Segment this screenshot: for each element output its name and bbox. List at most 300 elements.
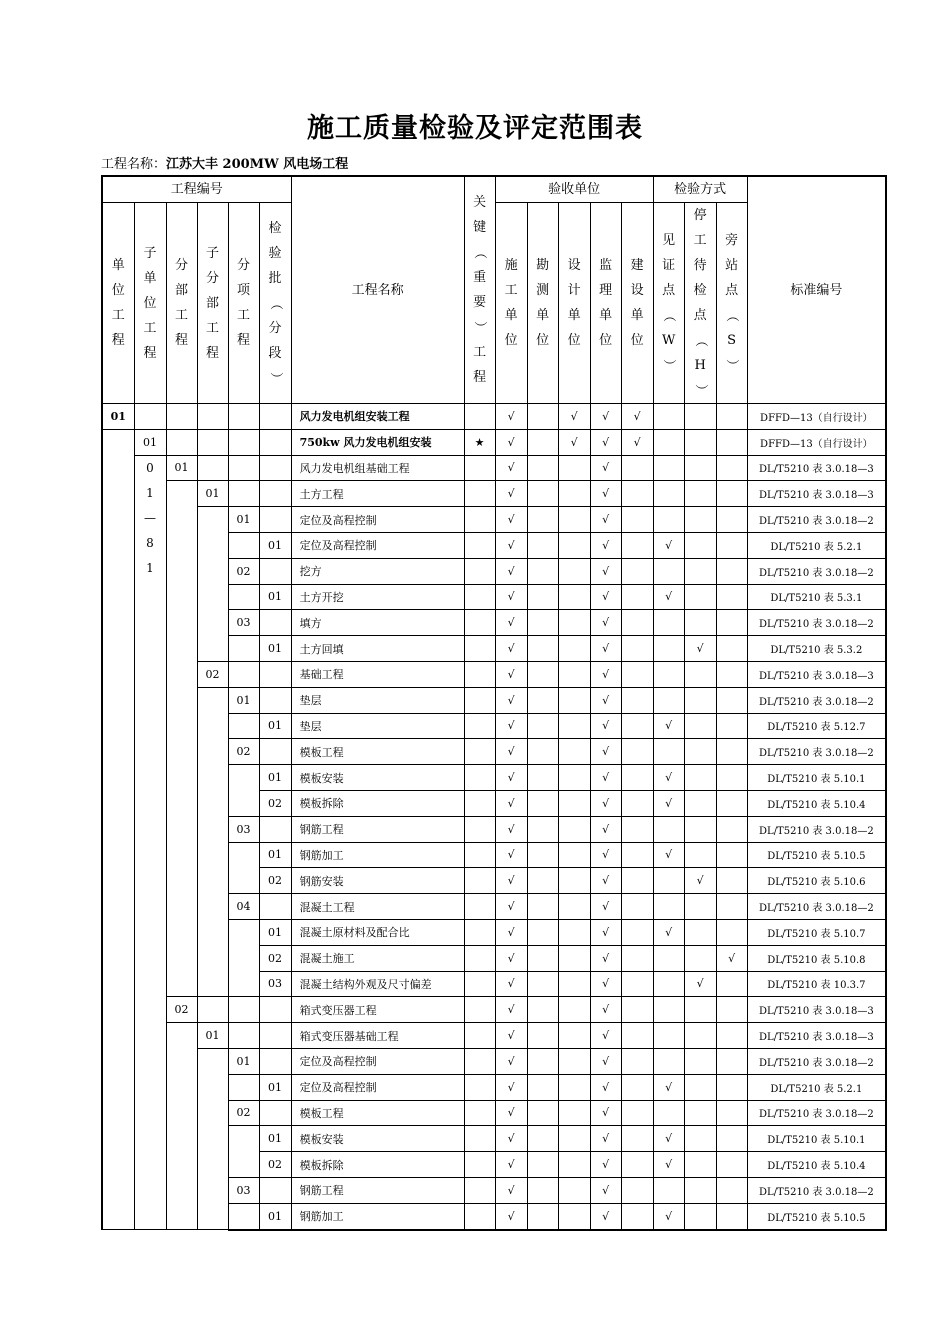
cell-side <box>716 1152 747 1178</box>
cell-construct: √ <box>495 661 527 687</box>
cell-survey <box>527 971 558 997</box>
table-row <box>102 661 886 687</box>
cell-name: 钢筋加工 <box>291 1203 464 1229</box>
header-hold <box>684 203 716 404</box>
cell-design <box>558 1203 590 1229</box>
cell-std: DL/T5210 表 5.2.1 <box>747 1074 886 1100</box>
vertical-char <box>725 353 739 378</box>
cell-survey <box>527 532 558 558</box>
cell-construct: √ <box>495 971 527 997</box>
cell-batch: 01 <box>259 919 291 945</box>
cell-part <box>166 429 197 455</box>
cell-design <box>558 945 590 971</box>
cell-witness <box>653 455 684 481</box>
cell-subpart-span <box>197 1048 228 1229</box>
cell-std: DL/T5210 表 3.0.18—2 <box>747 1177 886 1203</box>
header-inspect-group: 检验方式 <box>653 176 747 203</box>
cell-design <box>558 1023 590 1049</box>
cell-survey <box>527 584 558 610</box>
cell-side <box>716 404 747 430</box>
cell-owner <box>621 816 653 842</box>
cell-construct: √ <box>495 558 527 584</box>
page-title: 施工质量检验及评定范围表 <box>307 113 643 144</box>
cell-owner <box>621 532 653 558</box>
cell-name: 钢筋工程 <box>291 1177 464 1203</box>
cell-survey <box>527 1126 558 1152</box>
header-design <box>558 203 590 404</box>
cell-name: 风力发电机组安装工程 <box>291 404 464 430</box>
cell-subunit-range <box>134 455 166 1229</box>
cell-item: 03 <box>228 610 259 636</box>
cell-part: 01 <box>166 455 197 481</box>
cell-side: √ <box>716 945 747 971</box>
vertical-char <box>693 328 707 353</box>
cell-supervise: √ <box>590 455 621 481</box>
cell-item-span <box>228 765 259 817</box>
cell-std: DL/T5210 表 3.0.18—2 <box>747 894 886 920</box>
cell-batch <box>259 1048 291 1074</box>
cell-owner <box>621 610 653 636</box>
cell-construct: √ <box>495 610 527 636</box>
cell-name: 模板拆除 <box>291 1152 464 1178</box>
cell-design <box>558 584 590 610</box>
cell-batch <box>259 1177 291 1203</box>
cell-batch: 02 <box>259 1152 291 1178</box>
cell-design <box>558 455 590 481</box>
vertical-bracket: （ <box>692 333 708 348</box>
cell-survey <box>527 1023 558 1049</box>
cell-owner <box>621 481 653 507</box>
cell-supervise: √ <box>590 1100 621 1126</box>
vertical-char: 位 <box>630 333 644 348</box>
cell-owner <box>621 636 653 662</box>
header-project-name: 工程名称 <box>291 176 464 404</box>
cell-key <box>464 610 495 636</box>
cell-owner <box>621 713 653 739</box>
cell-design <box>558 971 590 997</box>
header-unit <box>102 203 134 404</box>
cell-hold <box>684 945 716 971</box>
cell-witness <box>653 1023 684 1049</box>
cell-hold <box>684 507 716 533</box>
vertical-char: 程 <box>143 345 157 361</box>
table-row <box>102 507 886 533</box>
header-supervise <box>590 203 621 404</box>
cell-owner <box>621 1048 653 1074</box>
cell-std: DL/T5210 表 3.0.18—2 <box>747 558 886 584</box>
cell-construct: √ <box>495 481 527 507</box>
cell-owner <box>621 739 653 765</box>
vertical-char: 待 <box>693 258 707 273</box>
vertical-char: 单 <box>111 258 125 273</box>
cell-design <box>558 790 590 816</box>
cell-batch: 01 <box>259 713 291 739</box>
vertical-char: 监 <box>599 258 613 273</box>
cell-batch <box>259 558 291 584</box>
vertical-char <box>268 291 282 316</box>
cell-item: 03 <box>228 816 259 842</box>
cell-owner <box>621 1152 653 1178</box>
header-batch <box>259 203 291 404</box>
cell-key <box>464 532 495 558</box>
cell-std: DL/T5210 表 5.2.1 <box>747 532 886 558</box>
cell-batch <box>259 610 291 636</box>
cell-item <box>228 661 259 687</box>
cell-supervise: √ <box>590 1074 621 1100</box>
cell-name: 定位及高程控制 <box>291 532 464 558</box>
cell-design: √ <box>558 404 590 430</box>
cell-supervise: √ <box>590 816 621 842</box>
cell-side <box>716 661 747 687</box>
cell-side <box>716 481 747 507</box>
vertical-char: 见 <box>662 233 676 248</box>
cell-name: 定位及高程控制 <box>291 507 464 533</box>
cell-design <box>558 507 590 533</box>
cell-hold <box>684 1074 716 1100</box>
cell-name: 垫层 <box>291 713 464 739</box>
vertical-char: 位 <box>536 333 550 348</box>
cell-name: 风力发电机组基础工程 <box>291 455 464 481</box>
vertical-char: 程 <box>205 345 219 361</box>
cell-owner <box>621 1177 653 1203</box>
cell-side <box>716 1126 747 1152</box>
cell-batch: 01 <box>259 765 291 791</box>
cell-key <box>464 1152 495 1178</box>
cell-side <box>716 455 747 481</box>
cell-construct: √ <box>495 532 527 558</box>
cell-survey <box>527 558 558 584</box>
cell-owner <box>621 919 653 945</box>
cell-hold <box>684 790 716 816</box>
cell-key <box>464 971 495 997</box>
header-std: 标准编号 <box>747 176 886 404</box>
project-name-line <box>101 153 348 172</box>
cell-witness: √ <box>653 919 684 945</box>
cell-owner <box>621 971 653 997</box>
cell-hold <box>684 919 716 945</box>
inspection-scope-table <box>101 175 887 1231</box>
cell-supervise: √ <box>590 661 621 687</box>
cell-std: DL/T5210 表 5.10.8 <box>747 945 886 971</box>
header-subunit <box>134 203 166 404</box>
cell-item: 01 <box>228 687 259 713</box>
cell-design <box>558 481 590 507</box>
vertical-char <box>473 315 487 340</box>
cell-side <box>716 429 747 455</box>
cell-hold <box>684 842 716 868</box>
vertical-bracket: ） <box>267 371 283 385</box>
cell-survey <box>527 610 558 636</box>
cell-key <box>464 558 495 584</box>
cell-subpart: 01 <box>197 481 228 507</box>
vertical-bracket: （ <box>267 296 283 310</box>
cell-witness <box>653 945 684 971</box>
cell-construct: √ <box>495 997 527 1023</box>
vertical-char: 工 <box>693 233 707 248</box>
cell-unit: 01 <box>102 404 134 430</box>
cell-supervise: √ <box>590 919 621 945</box>
cell-survey <box>527 739 558 765</box>
cell-construct: √ <box>495 1074 527 1100</box>
cell-batch: 01 <box>259 532 291 558</box>
cell-construct: √ <box>495 1100 527 1126</box>
cell-key <box>464 868 495 894</box>
cell-supervise: √ <box>590 481 621 507</box>
vertical-char: 建 <box>630 258 644 273</box>
cell-key <box>464 765 495 791</box>
cell-hold: √ <box>684 971 716 997</box>
vertical-char: 理 <box>599 283 613 298</box>
cell-owner <box>621 790 653 816</box>
vertical-char: 位 <box>599 333 613 348</box>
cell-supervise: √ <box>590 713 621 739</box>
vertical-char <box>693 378 707 403</box>
cell-hold <box>684 532 716 558</box>
cell-witness: √ <box>653 1152 684 1178</box>
cell-owner <box>621 868 653 894</box>
cell-owner <box>621 1074 653 1100</box>
vertical-char: 子 <box>143 245 157 261</box>
cell-hold <box>684 713 716 739</box>
cell-hold <box>684 1023 716 1049</box>
cell-supervise: √ <box>590 1023 621 1049</box>
vertical-char: 位 <box>111 283 125 298</box>
cell-survey <box>527 790 558 816</box>
table-row <box>102 404 886 430</box>
cell-hold <box>684 1203 716 1229</box>
cell-survey <box>527 507 558 533</box>
cell-key <box>464 584 495 610</box>
cell-batch <box>259 997 291 1023</box>
cell-supervise: √ <box>590 507 621 533</box>
cell-hold <box>684 481 716 507</box>
cell-survey <box>527 894 558 920</box>
cell-hold <box>684 1177 716 1203</box>
cell-design <box>558 558 590 584</box>
vertical-char: 单 <box>567 308 581 323</box>
vertical-char: 工 <box>174 308 188 323</box>
cell-side <box>716 971 747 997</box>
cell-name: 混凝土施工 <box>291 945 464 971</box>
cell-std: DL/T5210 表 3.0.18—3 <box>747 997 886 1023</box>
cell-batch <box>259 894 291 920</box>
header-owner <box>621 203 653 404</box>
cell-witness <box>653 429 684 455</box>
table-row <box>102 1048 886 1074</box>
cell-hold <box>684 404 716 430</box>
cell-key <box>464 1023 495 1049</box>
cell-name: 模板安装 <box>291 765 464 791</box>
cell-side <box>716 765 747 791</box>
cell-design <box>558 739 590 765</box>
cell-construct: √ <box>495 842 527 868</box>
cell-subpart-span <box>197 687 228 997</box>
cell-design <box>558 687 590 713</box>
cell-supervise: √ <box>590 971 621 997</box>
cell-witness: √ <box>653 584 684 610</box>
vertical-char: 设 <box>567 258 581 273</box>
vertical-char: 勘 <box>536 258 550 273</box>
cell-item <box>228 997 259 1023</box>
vertical-char: 程 <box>236 333 250 348</box>
cell-key <box>464 713 495 739</box>
cell-survey <box>527 945 558 971</box>
vertical-char: 证 <box>662 258 676 273</box>
cell-hold <box>684 894 716 920</box>
vertical-char: 施 <box>504 258 518 273</box>
vertical-bracket: ） <box>724 358 740 373</box>
cell-subpart: 02 <box>197 661 228 687</box>
cell-construct: √ <box>495 919 527 945</box>
cell-side <box>716 687 747 713</box>
cell-owner <box>621 584 653 610</box>
header-code-group: 工程编号 <box>102 176 291 203</box>
cell-survey <box>527 429 558 455</box>
vertical-char: 工 <box>473 345 487 360</box>
cell-key <box>464 790 495 816</box>
vertical-char: 点 <box>693 308 707 323</box>
cell-survey <box>527 1152 558 1178</box>
cell-witness <box>653 481 684 507</box>
vertical-char: 工 <box>143 320 157 336</box>
vertical-char: 点 <box>662 283 676 298</box>
table-row <box>102 455 886 481</box>
vertical-char: 要 <box>473 295 487 310</box>
table-row <box>102 687 886 713</box>
cell-std: DL/T5210 表 3.0.18—2 <box>747 1048 886 1074</box>
cell-witness <box>653 894 684 920</box>
vertical-char: 工 <box>111 308 125 323</box>
header-survey <box>527 203 558 404</box>
cell-item-span <box>228 584 259 610</box>
cell-name: 钢筋安装 <box>291 868 464 894</box>
cell-design <box>558 713 590 739</box>
cell-item: 02 <box>228 558 259 584</box>
cell-hold <box>684 429 716 455</box>
cell-batch: 01 <box>259 584 291 610</box>
cell-supervise: √ <box>590 1048 621 1074</box>
cell-witness <box>653 610 684 636</box>
cell-key <box>464 481 495 507</box>
table-body <box>102 404 886 1230</box>
header-accept-group: 验收单位 <box>495 176 653 203</box>
cell-item-span <box>228 532 259 558</box>
cell-survey <box>527 404 558 430</box>
cell-supervise: √ <box>590 765 621 791</box>
cell-std: DL/T5210 表 5.10.1 <box>747 765 886 791</box>
cell-hold <box>684 584 716 610</box>
cell-part-span <box>166 1023 197 1230</box>
cell-supervise: √ <box>590 1203 621 1229</box>
cell-batch <box>259 739 291 765</box>
cell-part <box>166 404 197 430</box>
cell-owner <box>621 661 653 687</box>
cell-part: 02 <box>166 997 197 1023</box>
cell-batch: 01 <box>259 842 291 868</box>
cell-subpart <box>197 455 228 481</box>
cell-batch: 01 <box>259 1126 291 1152</box>
cell-key <box>464 842 495 868</box>
cell-survey <box>527 661 558 687</box>
cell-survey <box>527 816 558 842</box>
vertical-char: 工 <box>205 320 219 336</box>
cell-design <box>558 842 590 868</box>
cell-construct: √ <box>495 945 527 971</box>
cell-supervise: √ <box>590 636 621 662</box>
cell-supervise: √ <box>590 558 621 584</box>
project-label: 工程名称： <box>101 157 167 172</box>
vertical-char: S <box>727 333 737 348</box>
cell-key <box>464 455 495 481</box>
vertical-char: 段 <box>268 345 282 361</box>
cell-owner <box>621 1126 653 1152</box>
vertical-char: 检 <box>268 220 282 236</box>
cell-owner <box>621 894 653 920</box>
cell-batch <box>259 687 291 713</box>
cell-batch <box>259 404 291 430</box>
vertical-char: 单 <box>599 308 613 323</box>
cell-hold <box>684 558 716 584</box>
subunit-range-label: 01—81 <box>144 460 156 575</box>
cell-witness <box>653 404 684 430</box>
cell-std: DL/T5210 表 5.10.1 <box>747 1126 886 1152</box>
cell-construct: √ <box>495 404 527 430</box>
cell-side <box>716 532 747 558</box>
cell-hold <box>684 1126 716 1152</box>
header-side <box>716 203 747 404</box>
cell-std: DFFD—13（自行设计） <box>747 404 886 430</box>
header-item <box>228 203 259 404</box>
vertical-bracket: ） <box>692 383 708 398</box>
cell-construct: √ <box>495 429 527 455</box>
vertical-char: 单 <box>630 308 644 323</box>
cell-key <box>464 507 495 533</box>
cell-owner <box>621 945 653 971</box>
vertical-char <box>725 303 739 328</box>
cell-hold <box>684 1152 716 1178</box>
cell-design <box>558 532 590 558</box>
vertical-char: 批 <box>268 270 282 286</box>
vertical-char: 位 <box>567 333 581 348</box>
vertical-char: 验 <box>268 245 282 261</box>
cell-witness <box>653 1048 684 1074</box>
cell-item <box>228 455 259 481</box>
cell-key <box>464 661 495 687</box>
cell-hold: √ <box>684 868 716 894</box>
cell-design <box>558 894 590 920</box>
header-witness <box>653 203 684 404</box>
cell-key <box>464 1074 495 1100</box>
cell-item <box>228 1023 259 1049</box>
vertical-char: 分 <box>236 258 250 273</box>
cell-survey <box>527 481 558 507</box>
cell-key <box>464 919 495 945</box>
cell-construct: √ <box>495 1126 527 1152</box>
cell-std: DL/T5210 表 5.3.2 <box>747 636 886 662</box>
cell-supervise: √ <box>590 945 621 971</box>
vertical-char: 计 <box>567 283 581 298</box>
cell-side <box>716 1023 747 1049</box>
cell-unit-span <box>102 429 134 1229</box>
cell-subunit: 01 <box>134 429 166 455</box>
cell-item: 01 <box>228 507 259 533</box>
cell-design <box>558 636 590 662</box>
cell-construct: √ <box>495 1152 527 1178</box>
cell-survey <box>527 919 558 945</box>
cell-owner <box>621 765 653 791</box>
vertical-char <box>473 240 487 265</box>
cell-std: DL/T5210 表 5.3.1 <box>747 584 886 610</box>
